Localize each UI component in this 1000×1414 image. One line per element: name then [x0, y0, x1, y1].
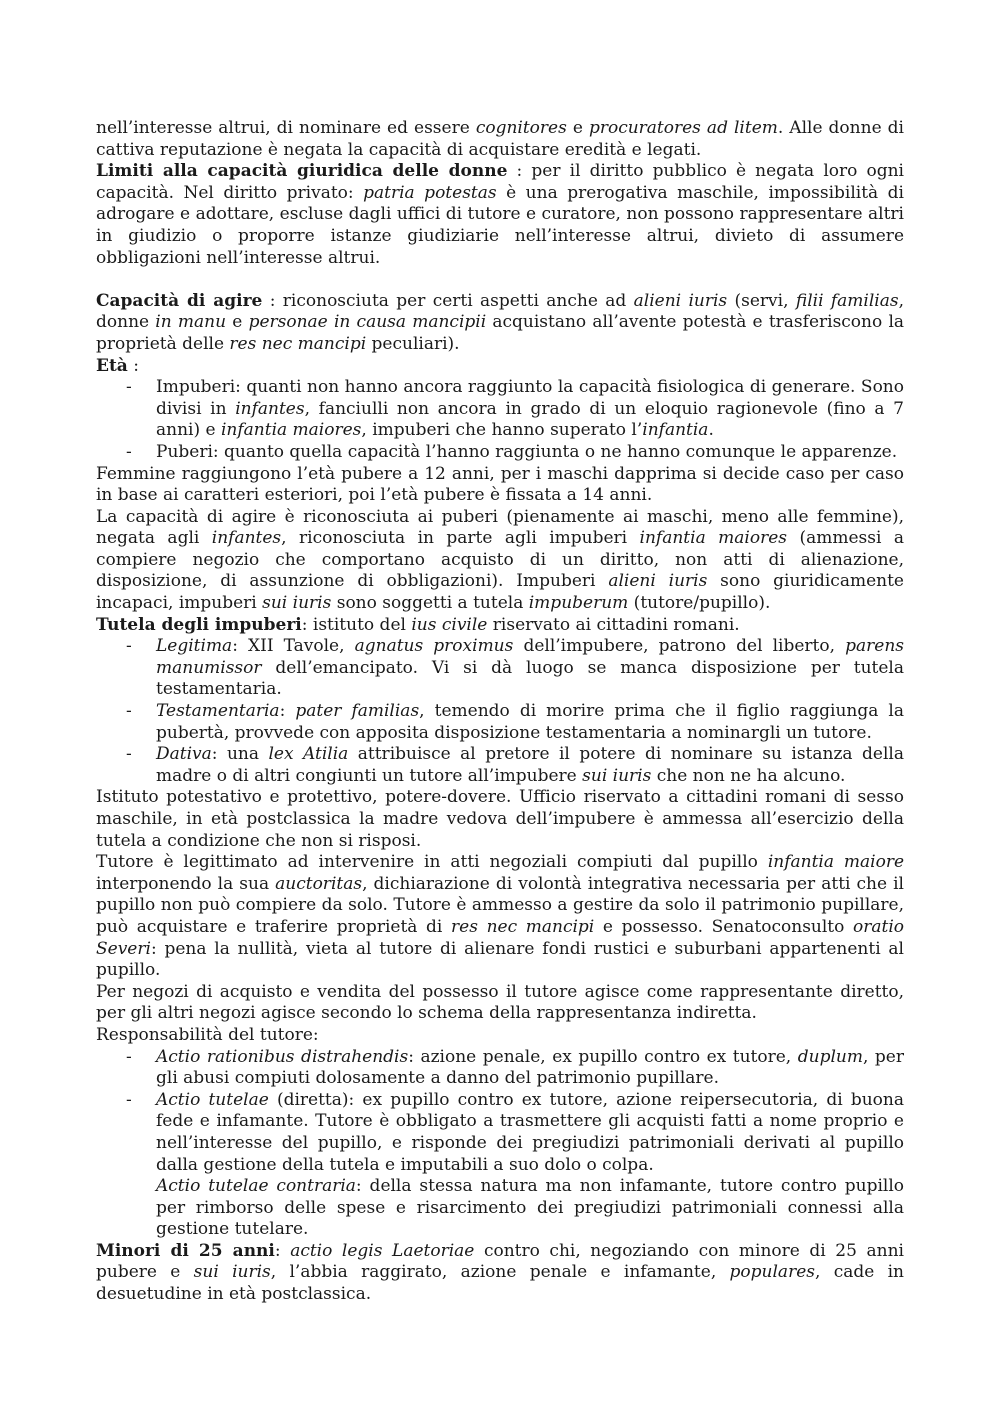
list-item-impuberi: - Impuberi: quanti non hanno ancora raggiunto la capacità fisiologica di generare. Sono divisi in infantes, fanciulli non ancora in grado di un eloquio ragionevole (fino a 7 anni) e infantia maiores, impuberi che hanno superato l’infantia. — [126, 377, 904, 441]
bullet-dash: - — [126, 377, 132, 398]
document-page — [96, 118, 904, 1306]
list-item-actio-tutelae-contraria: Actio tutelae contraria: della stessa natura ma non infamante, tutore contro pupillo per rimborso delle spese e risarcimento dei pregiudizi patrimoniali connessi alla gestione tutelare. — [156, 1176, 904, 1240]
paragraph-eta: Età : — [96, 355, 139, 376]
heading-minori-25-anni: Minori di 25 anni — [96, 1240, 275, 1261]
paragraph-tutore-legittimato: Tutore è legittimato ad intervenire in atti negoziali compiuti dal pupillo infantia maiore interponendo la sua auctoritas, dichiarazione di volontà integrativa necessaria per atti che il pupillo non può compiere da solo. Tutore è ammesso a gestire da solo il patrimonio pupillare, può acquistare e traferire proprietà di res nec mancipi e possesso. Senatoconsulto oratio Severi: pena la nullità, vieta al tutore di alienare fondi rustici e suburbani appartenenti al pupillo. — [96, 852, 905, 981]
list-item-actio-tutelae: - Actio tutelae (diretta): ex pupillo contro ex tutore, azione reipersecutoria, di buona fede e infamante. Tutore è obbligato a trasmettere gli acquisti fatti a nome proprio e nell’interesse del pupillo, e risponde dei pregiudizi patrimoniali derivati al pupillo dalla gestione della tutela e imputabili a suo dolo o colpa. — [126, 1089, 904, 1175]
paragraph-donne-reputazione: nell’interesse altrui, di nominare ed essere cognitores e procuratores ad litem. Alle donne di cattiva reputazione è negata la capacità di acquistare eredità e legati. — [96, 118, 904, 160]
bullet-dash: - — [126, 1046, 132, 1067]
bullet-dash: - — [126, 441, 132, 462]
list-item-puberi: - Puberi: quanto quella capacità l’hanno raggiunta o ne hanno comunque le apparenze. — [126, 441, 898, 462]
list-tutela — [96, 636, 904, 787]
heading-limiti-capacita: Limiti alla capacità giuridica delle donne — [96, 161, 508, 182]
list-item-dativa: - Dativa: una lex Atilia attribuisce al pretore il potere di nominare su istanza della madre o di altri congiunti un tutore all’impubere sui iuris che non ne ha alcuno. — [126, 744, 904, 786]
paragraph-istituto-potestativo: Istituto potestativo e protettivo, potere-dovere. Ufficio riservato a cittadini romani di sesso maschile, in età postclassica la madre vedova dell’impubere è ammessa all’esercizio della tutela a condizione che non si risposi. — [96, 787, 904, 851]
bullet-dash: - — [126, 744, 132, 765]
paragraph-minori-25-anni: Minori di 25 anni: actio legis Laetoriae contro chi, negoziando con minore di 25 anni pubere e sui iuris, l’abbia raggirato, azione penale e infamante, populares, cade in desuetudine in età postclassica. — [96, 1240, 904, 1305]
paragraph-capacita-puberi: La capacità di agire è riconosciuta ai puberi (pienamente ai maschi, meno alle femmine), negata agli infantes, riconosciuta in parte agli impuberi infantia maiores (ammessi a compiere negozio che comportano acquisto di un diritto, non atti di alienazione, disposizione, di assunzione di obbligazioni). Impuberi alieni iuris sono giuridicamente incapaci, impuberi sui iuris sono soggetti a tutela impuberum (tutore/pupillo). — [96, 506, 904, 614]
heading-capacita-agire: Capacità di agire — [96, 290, 263, 311]
blank-line — [96, 269, 904, 291]
list-item-testamentaria: - Testamentaria: pater familias, temendo di morire prima che il figlio raggiunga la pubertà, provvede con apposita disposizione testamentaria a nominargli un tutore. — [126, 701, 904, 743]
list-responsabilita — [96, 1047, 904, 1177]
paragraph-responsabilita-tutore: Responsabilità del tutore: — [96, 1024, 319, 1045]
paragraph-limiti-capacita-donne: Limiti alla capacità giuridica delle donne : per il diritto pubblico è negata loro ogni capacità. Nel diritto privato: patria potestas è una prerogativa maschile, impossibilità di adrogare e adottare, escluse dagli uffici di tutore e curatore, non possono rappresentare altri in giudizio o proporre istanze giudiziarie nell’interesse altrui, divieto di assumere obbligazioni nell’interesse altrui. — [96, 161, 904, 268]
list-item-legitima: - Legitima: XII Tavole, agnatus proximus dell’impubere, patrono del liberto, parens manumissor dell’emancipato. Vi si dà luogo se manca disposizione per tutela testamentaria. — [126, 636, 904, 700]
paragraph-negozi-acquisto: Per negozi di acquisto e vendita del possesso il tutore agisce come rappresentante diretto, per gli altri negozi agisce secondo lo schema della rappresentanza indiretta. — [96, 981, 904, 1024]
list-eta — [96, 377, 904, 463]
bullet-dash: - — [126, 636, 132, 657]
heading-eta: Età — [96, 355, 128, 376]
list-item-actio-rationibus: - Actio rationibus distrahendis: azione penale, ex pupillo contro ex tutore, duplum, per gli abusi compiuti dolosamente a danno del patrimonio pupillare. — [126, 1046, 904, 1089]
paragraph-eta-pubere: Femmine raggiungono l’età pubere a 12 anni, per i maschi dapprima si decide caso per caso in base ai caratteri esteriori, poi l’età pubere è fissata a 14 anni. — [96, 463, 904, 506]
paragraph-tutela-impuberi: Tutela degli impuberi: istituto del ius civile riservato ai cittadini romani. — [96, 614, 740, 635]
heading-tutela-impuberi: Tutela degli impuberi — [96, 614, 302, 635]
bullet-dash: - — [126, 1089, 132, 1110]
bullet-dash: - — [126, 701, 132, 722]
paragraph-capacita-agire: Capacità di agire : riconosciuta per certi aspetti anche ad alieni iuris (servi, filii familias, donne in manu e personae in causa mancipii acquistano all’avente potestà e trasferiscono la proprietà delle res nec mancipi peculiari). — [96, 290, 905, 354]
